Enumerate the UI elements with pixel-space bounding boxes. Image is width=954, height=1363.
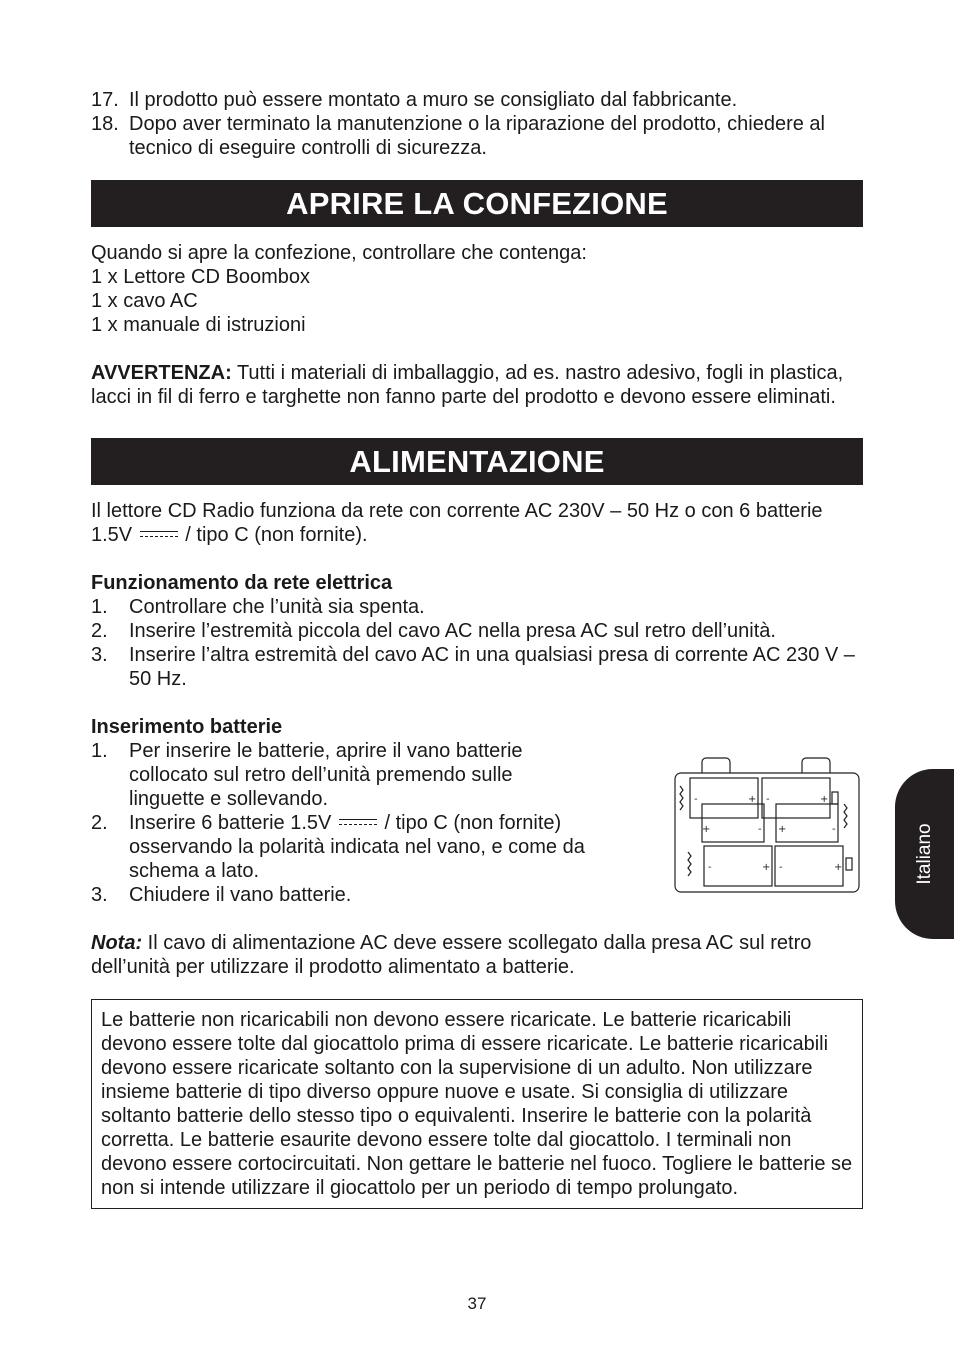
polarity-plus-icon: + (834, 862, 843, 873)
dc-symbol-icon (339, 817, 377, 827)
confezione-intro: Quando si apre la confezione, controllare che contenga: (91, 242, 587, 264)
warning-text: Tutti i materiali di imballaggio, ad es. nastro adesivo, fogli in plastica, lacci in fil di ferro e targhette non fanno parte del prodotto e devono essere eliminati. (91, 362, 844, 408)
list-item (91, 619, 863, 643)
list-number: 2. (91, 620, 108, 642)
warning-paragraph (91, 361, 863, 409)
list-text: Controllare che l’unità sia spenta. (129, 596, 425, 618)
list-text: Per inserire le batterie, aprire il vano batterie collocato sul retro dell’unità premendo sulle linguette e sollevando. (129, 740, 523, 810)
list-text: Inserire l’estremità piccola del cavo AC nella presa AC sul retro dell’unità. (129, 620, 776, 642)
battery-safety-notice (91, 999, 863, 1209)
list-number: 1. (91, 740, 108, 762)
power-intro (91, 499, 863, 547)
contents-item: 1 x Lettore CD Boombox (91, 266, 310, 288)
list-text: Inserire l’altra estremità del cavo AC in una qualsiasi presa di corrente AC 230 V – 50 Hz. (129, 644, 855, 690)
page-content (91, 88, 863, 1209)
list-item (91, 643, 863, 691)
list-number: 3. (91, 884, 108, 906)
list-item (91, 112, 863, 160)
list-text: Il prodotto può essere montato a muro se consigliato dal fabbricante. (129, 89, 738, 111)
list-number: 18. (91, 113, 119, 135)
note-text: Il cavo di alimentazione AC deve essere scollegato dalla presa AC sul retro dell’unità per utilizzare il prodotto alimentato a batterie. (91, 932, 812, 978)
power-intro-text: Il lettore CD Radio funziona da rete con corrente AC 230V – 50 Hz o con 6 batterie 1.5V (91, 500, 823, 546)
polarity-minus-icon: - (694, 794, 698, 805)
list-item (91, 883, 641, 907)
list-item (91, 88, 863, 112)
battery-compartment-diagram (674, 756, 862, 896)
polarity-minus-icon: - (779, 862, 783, 873)
list-item (91, 811, 641, 883)
polarity-minus-icon: - (708, 862, 712, 873)
note-label: Nota: (91, 932, 143, 954)
list-text (129, 811, 641, 883)
polarity-minus-icon: - (758, 824, 762, 835)
polarity-plus-icon: + (762, 862, 771, 873)
list-number: 17. (91, 89, 119, 111)
list-number: 3. (91, 644, 108, 666)
polarity-plus-icon: + (820, 794, 829, 805)
power-intro-text: / tipo C (non fornite). (179, 524, 368, 546)
polarity-plus-icon: + (748, 794, 757, 805)
list-item (91, 739, 641, 811)
dc-symbol-icon (140, 529, 178, 539)
list-number: 1. (91, 596, 108, 618)
language-tab-label: Italiano (913, 823, 935, 885)
page-number: 37 (467, 1294, 487, 1313)
language-tab (895, 769, 954, 939)
notice-text: Le batterie non ricaricabili non devono essere ricaricate. Le batterie ricaricabili devono essere tolte dal giocattolo prima di essere ricaricate. Le batterie ricaricabili devono essere ricaricate soltanto con la supervisione di un adulto. Non utilizzare insieme batterie di tipo diverso oppure nuove e usate. Si consiglia di utilizzare soltanto batterie dello stesso tipo o equivalenti. Inserire le batterie con la polarità corretta. Le batterie esaurite devono essere tolte dal giocattolo. I terminali non devono essere cortocircuitati. Non gettare le batterie nel fuoco. Togliere le batterie se non si intende utilizzare il giocattolo per un periodo di tempo prolungato. (101, 1009, 853, 1199)
section-heading-alimentazione: ALIMENTAZIONE (91, 438, 863, 485)
list-text-part: Inserire 6 batterie 1.5V (129, 812, 332, 834)
section-heading-confezione: APRIRE LA CONFEZIONE (91, 180, 863, 227)
note-paragraph (91, 931, 863, 979)
polarity-plus-icon: + (778, 824, 787, 835)
list-number: 2. (91, 812, 108, 834)
polarity-plus-icon: + (702, 824, 711, 835)
list-text-part: / tipo C (non fornite) osservando la polarità indicata nel vano, e come da schema a lato. (129, 812, 585, 882)
polarity-minus-icon: - (832, 824, 836, 835)
contents-item: 1 x manuale di istruzioni (91, 314, 306, 336)
warning-label: AVVERTENZA: (91, 362, 232, 384)
list-text: Dopo aver terminato la manutenzione o la riparazione del prodotto, chiedere al tecnico di eseguire controlli di sicurezza. (129, 113, 825, 159)
polarity-minus-icon: - (766, 794, 770, 805)
battery-heading: Inserimento batterie (91, 716, 283, 738)
mains-heading: Funzionamento da rete elettrica (91, 572, 393, 594)
list-text: Chiudere il vano batterie. (129, 884, 352, 906)
contents-item: 1 x cavo AC (91, 290, 198, 312)
list-item (91, 595, 863, 619)
